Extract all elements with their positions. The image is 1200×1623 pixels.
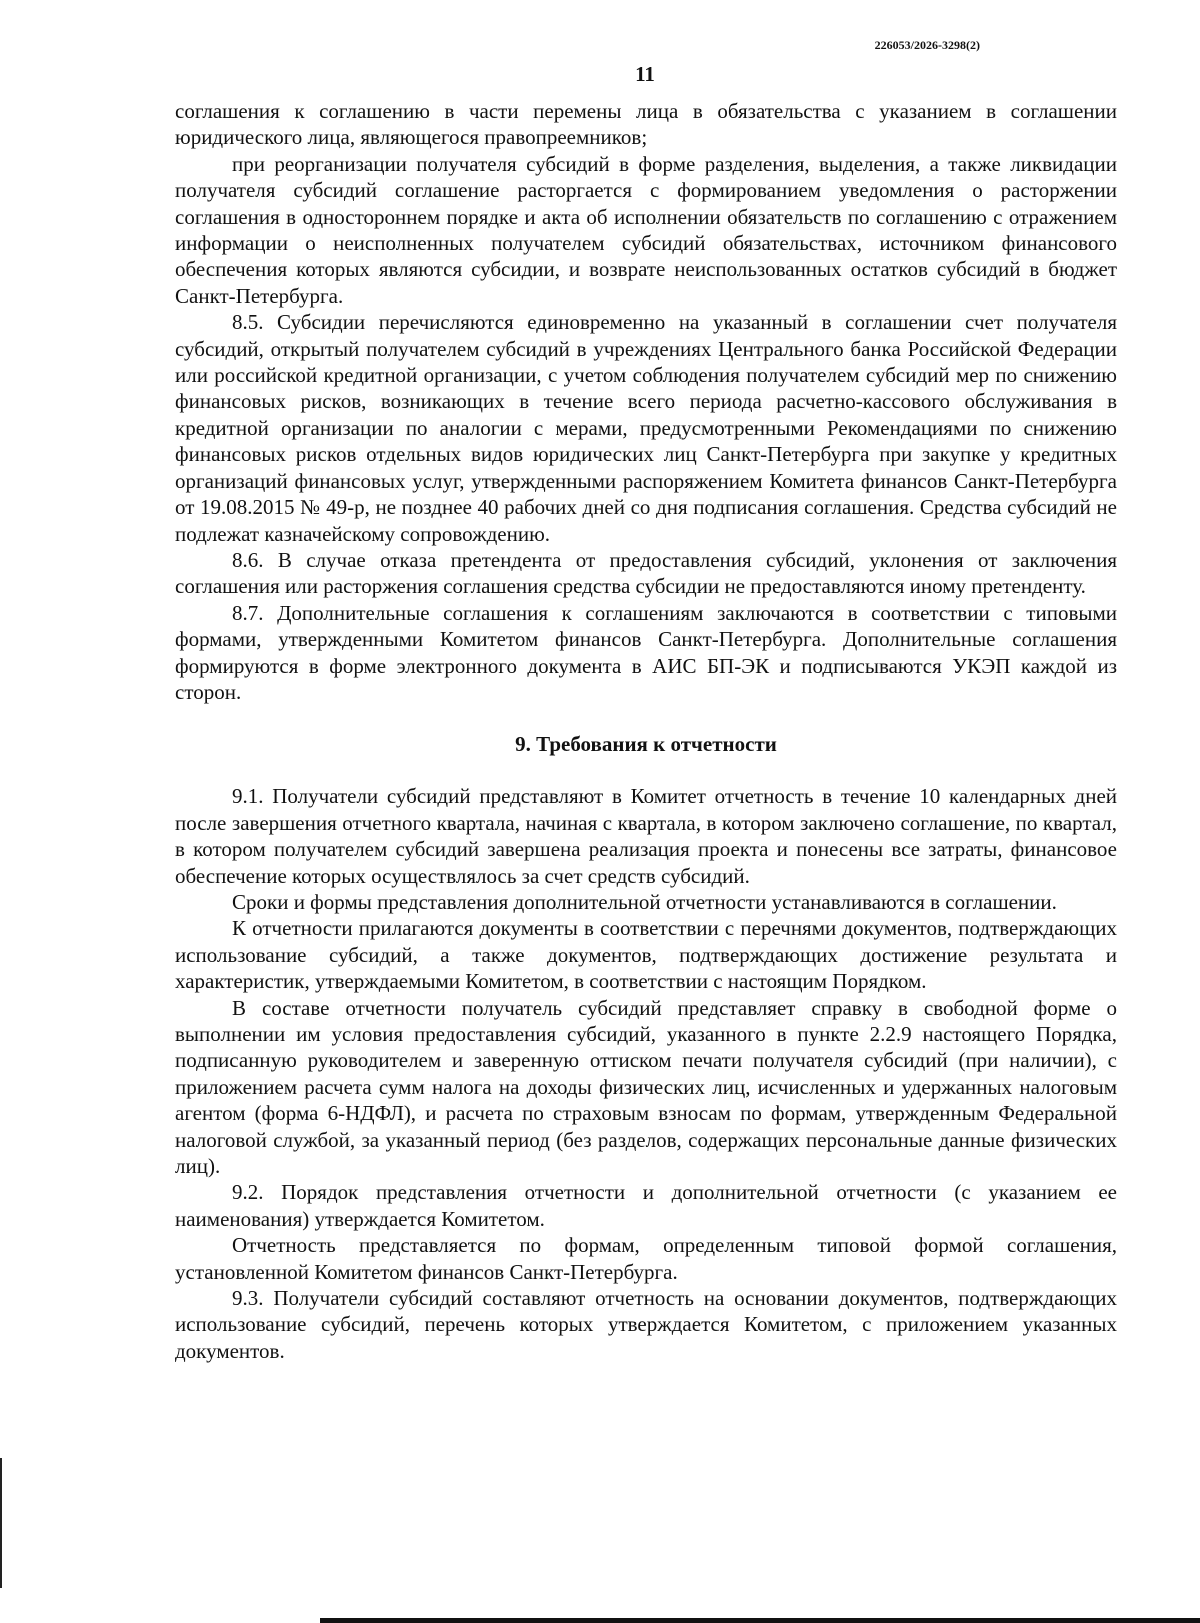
paragraph: К отчетности прилагаются документы в соответствии с перечнями документов, подтверждающих использование субсидий, а также документов, подтверждающих достижение результата и характеристик, утверждаемыми Комитетом, в соответствии с настоящим Порядком. (175, 916, 1117, 994)
paragraph-8-7: 8.7. Дополнительные соглашения к соглашениям заключаются в соответствии с типовыми формами, утвержденными Комитетом финансов Санкт-Петербурга. Дополнительные соглашения формируются в форме электронного документа в АИС БП-ЭК и подписываются УКЭП каждой из сторон. (175, 600, 1117, 704)
paragraph: соглашения к соглашению в части перемены лица в обязательства с указанием в соглашении юридического лица, являющегося правопреемников; (175, 99, 1117, 150)
paragraph: при реорганизации получателя субсидий в форме разделения, выделения, а также ликвидации получателя субсидий соглашение расторгается с формированием уведомления о расторжении соглашения в одностороннем порядке и акта об исполнении обязательств по соглашению с отражением информации о неисполненных получателем субсидий обязательствах, источником финансового обеспечения которых являются субсидии, и возврате неиспользованных остатков субсидий в бюджет Санкт-Петербурга. (175, 151, 1117, 308)
document-body (175, 98, 1117, 1364)
paragraph-9-1: 9.1. Получатели субсидий представляют в Комитет отчетность в течение 10 календарных дней после завершения отчетного квартала, начиная с квартала, в котором заключено соглашение, по квартал, в котором получателем субсидий завершена реализация проекта и понесены все затраты, финансовое обеспечение которых осуществлялось за счет средств субсидий. (175, 784, 1117, 888)
page-number: 11 (635, 62, 655, 86)
paragraph: Отчетность представляется по формам, определенным типовой формой соглашения, установленной Комитетом финансов Санкт-Петербурга. (175, 1233, 1117, 1284)
paragraph-9-2: 9.2. Порядок представления отчетности и дополнительной отчетности (с указанием ее наименования) утверждается Комитетом. (175, 1180, 1117, 1231)
paragraph: Сроки и формы представления дополнительной отчетности устанавливаются в соглашении. (232, 889, 1057, 914)
paragraph: В составе отчетности получатель субсидий представляет справку в свободной форме о выполнении им условия предоставления субсидий, указанного в пункте 2.2.9 настоящего Порядка, подписанную руководителем и заверенную оттиском печати получателя субсидий (при наличии), с приложением расчета сумм налога на доходы физических лиц, исчисленных и удержанных налоговым агентом (форма 6-НДФЛ), и расчета по страховым взносам по формам, утвержденным Федеральной налоговой службой, за указанный период (без разделов, содержащих персональные данные физических лиц). (175, 995, 1117, 1179)
section-heading: 9. Требования к отчетности (515, 732, 777, 757)
paragraph-9-3: 9.3. Получатели субсидий составляют отчетность на основании документов, подтверждающих использование субсидий, перечень которых утверждается Комитетом, с приложением указанных документов. (175, 1286, 1117, 1363)
document-registration-number: 226053/2026-3298(2) (874, 38, 980, 52)
scan-edge-mark (0, 1458, 2, 1588)
paragraph-8-6: 8.6. В случае отказа претендента от предоставления субсидий, уклонения от заключения соглашения или расторжения соглашения средства субсидии не предоставляются иному претенденту. (175, 547, 1117, 599)
scan-bottom-line (320, 1618, 1200, 1623)
paragraph-8-5: 8.5. Субсидии перечисляются единовременно на указанный в соглашении счет получателя субсидий, открытый получателем субсидий в учреждениях Центрального банка Российской Федерации или российской кредитной организации, с учетом соблюдения получателем субсидий мер по снижению финансовых рисков, возникающих в течение всего периода расчетно-кассового обслуживания в кредитной организации по аналогии с мерами, предусмотренными Рекомендациями по снижению финансовых рисков отдельных видов юридических лиц Санкт-Петербурга при закупке у кредитных организаций финансовых услуг, утвержденными распоряжением Комитета финансов Санкт-Петербурга от 19.08.2015 № 49-р, не позднее 40 рабочих дней со дня подписания соглашения. Средства субсидий не подлежат казначейскому сопровождению. (175, 310, 1117, 546)
